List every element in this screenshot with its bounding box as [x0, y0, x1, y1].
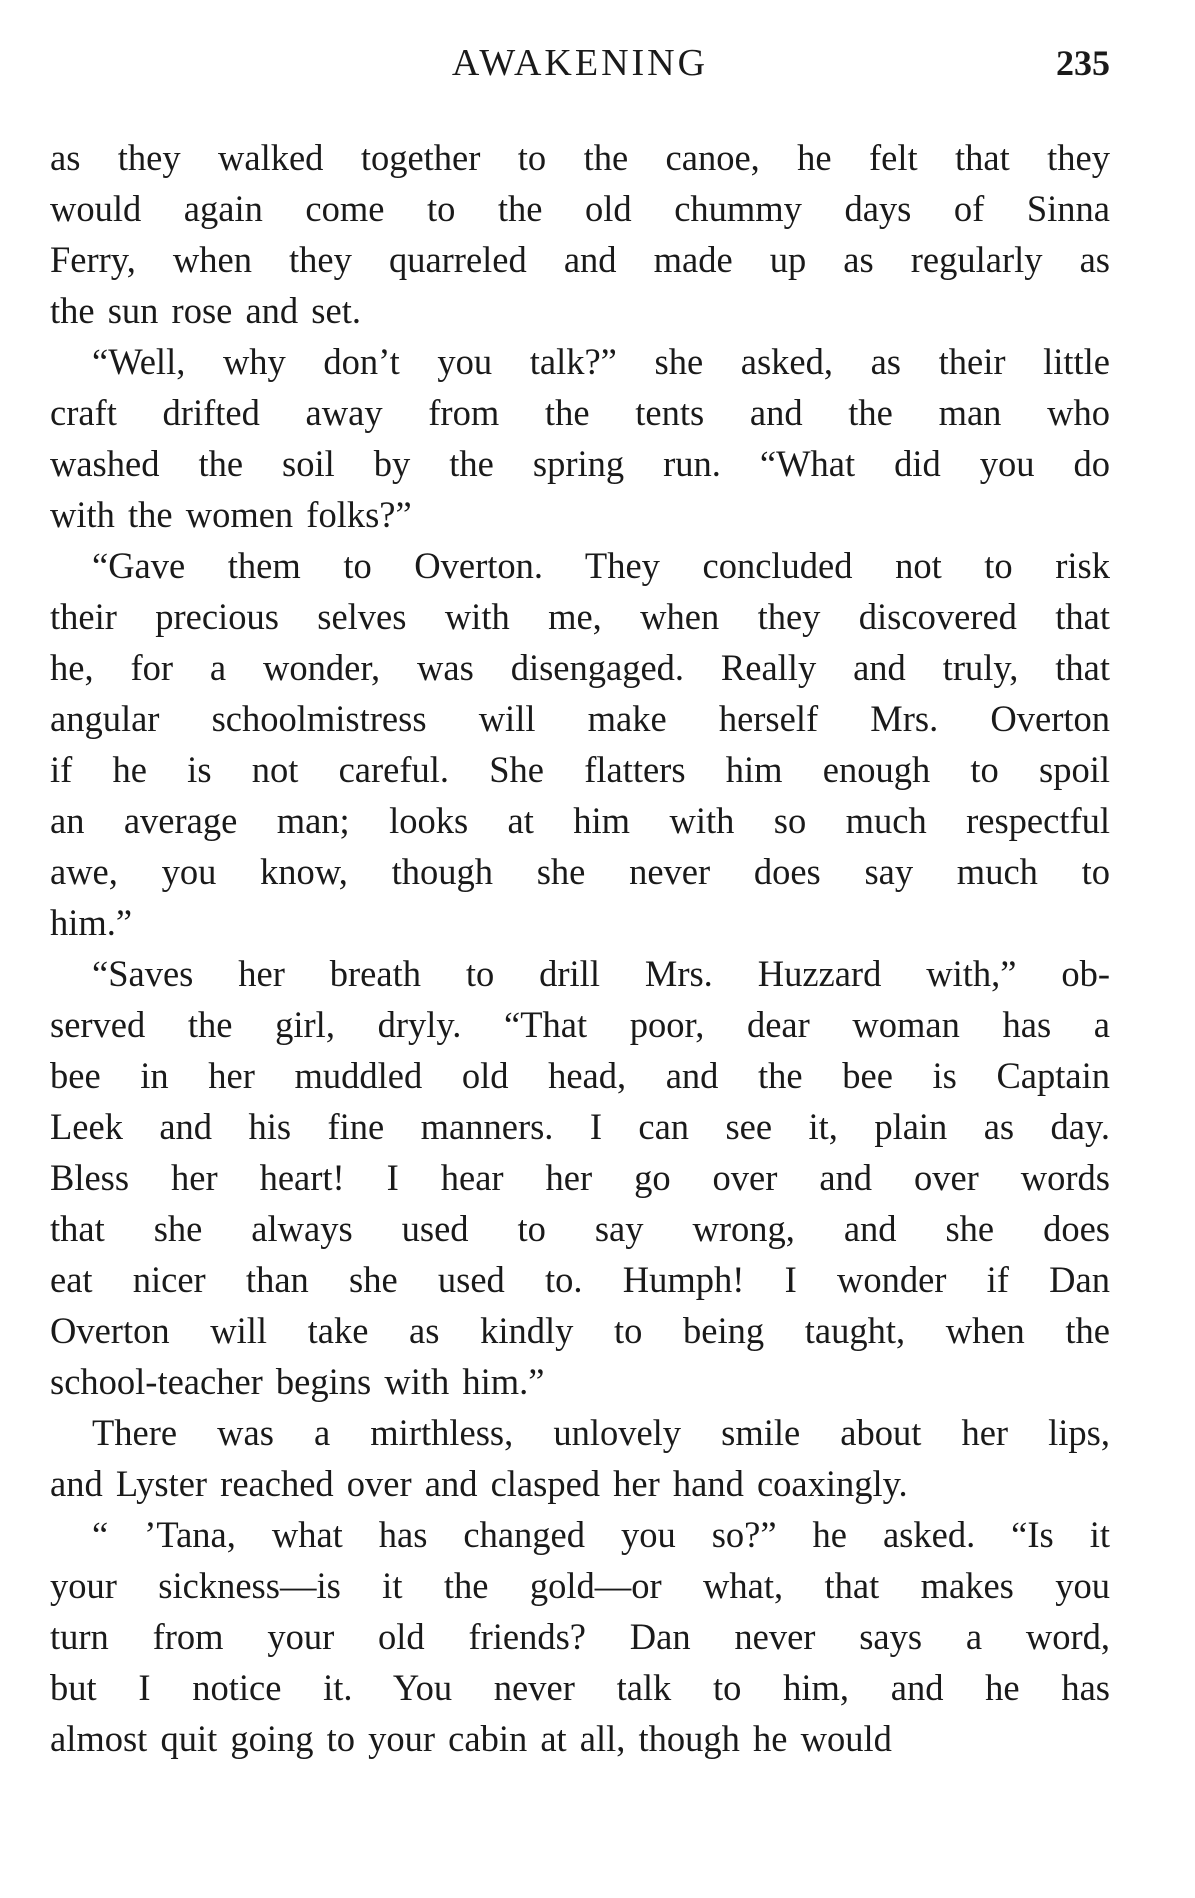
text-line: their precious selves with me, when they discovered that: [50, 596, 1110, 637]
text-line: and Lyster reached over and clasped her hand coaxingly.: [50, 1463, 908, 1504]
text-line: turn from your old friends? Dan never says a word,: [50, 1616, 1110, 1657]
text-line: craft drifted away from the tents and the man who: [50, 392, 1110, 433]
page-number: 235: [1056, 43, 1110, 83]
paragraph: [50, 1509, 1110, 1764]
text-line: Bless her heart! I hear her go over and over words: [50, 1157, 1110, 1198]
text-line: “ ’Tana, what has changed you so?” he asked. “Is it: [92, 1514, 1110, 1555]
text-line: angular schoolmistress will make herself Mrs. Overton: [50, 698, 1110, 739]
text-line: him.”: [50, 902, 133, 943]
text-line: Overton will take as kindly to being taught, when the: [50, 1310, 1110, 1351]
text-line: washed the soil by the spring run. “What did you do: [50, 443, 1110, 484]
text-line: eat nicer than she used to. Humph! I wonder if Dan: [50, 1259, 1110, 1300]
text-line: that she always used to say wrong, and she does: [50, 1208, 1110, 1249]
text-line: as they walked together to the canoe, he felt that they: [50, 137, 1110, 178]
text-line: served the girl, dryly. “That poor, dear woman has a: [50, 1004, 1110, 1045]
body-text: [50, 132, 1110, 1764]
text-line: “Saves her breath to drill Mrs. Huzzard with,” ob-: [92, 953, 1110, 994]
paragraph: [50, 336, 1110, 540]
paragraph: [50, 948, 1110, 1407]
paragraph: [50, 540, 1110, 948]
text-line: with the women folks?”: [50, 494, 412, 535]
text-line: school-teacher begins with him.”: [50, 1361, 545, 1402]
paragraph: [50, 132, 1110, 336]
text-line: “Well, why don’t you talk?” she asked, as their little: [92, 341, 1110, 382]
text-line: Ferry, when they quarreled and made up as regularly as: [50, 239, 1110, 280]
text-line: your sickness—is it the gold—or what, that makes you: [50, 1565, 1110, 1606]
text-line: he, for a wonder, was disengaged. Really and truly, that: [50, 647, 1110, 688]
text-line: the sun rose and set.: [50, 290, 361, 331]
running-title: AWAKENING: [451, 42, 709, 84]
text-line: an average man; looks at him with so much respectful: [50, 800, 1110, 841]
text-line: would again come to the old chummy days of Sinna: [50, 188, 1110, 229]
text-line: but I notice it. You never talk to him, and he has: [50, 1667, 1110, 1708]
text-line: if he is not careful. She flatters him enough to spoil: [50, 749, 1110, 790]
paragraph: [50, 1407, 1110, 1509]
text-line: “Gave them to Overton. They concluded not to risk: [92, 545, 1110, 586]
text-line: awe, you know, though she never does say much to: [50, 851, 1110, 892]
running-head: [50, 38, 1110, 88]
text-line: bee in her muddled old head, and the bee is Captain: [50, 1055, 1110, 1096]
text-line: Leek and his fine manners. I can see it, plain as day.: [50, 1106, 1110, 1147]
text-line: almost quit going to your cabin at all, though he would: [50, 1718, 892, 1759]
text-line: There was a mirthless, unlovely smile about her lips,: [92, 1412, 1110, 1453]
